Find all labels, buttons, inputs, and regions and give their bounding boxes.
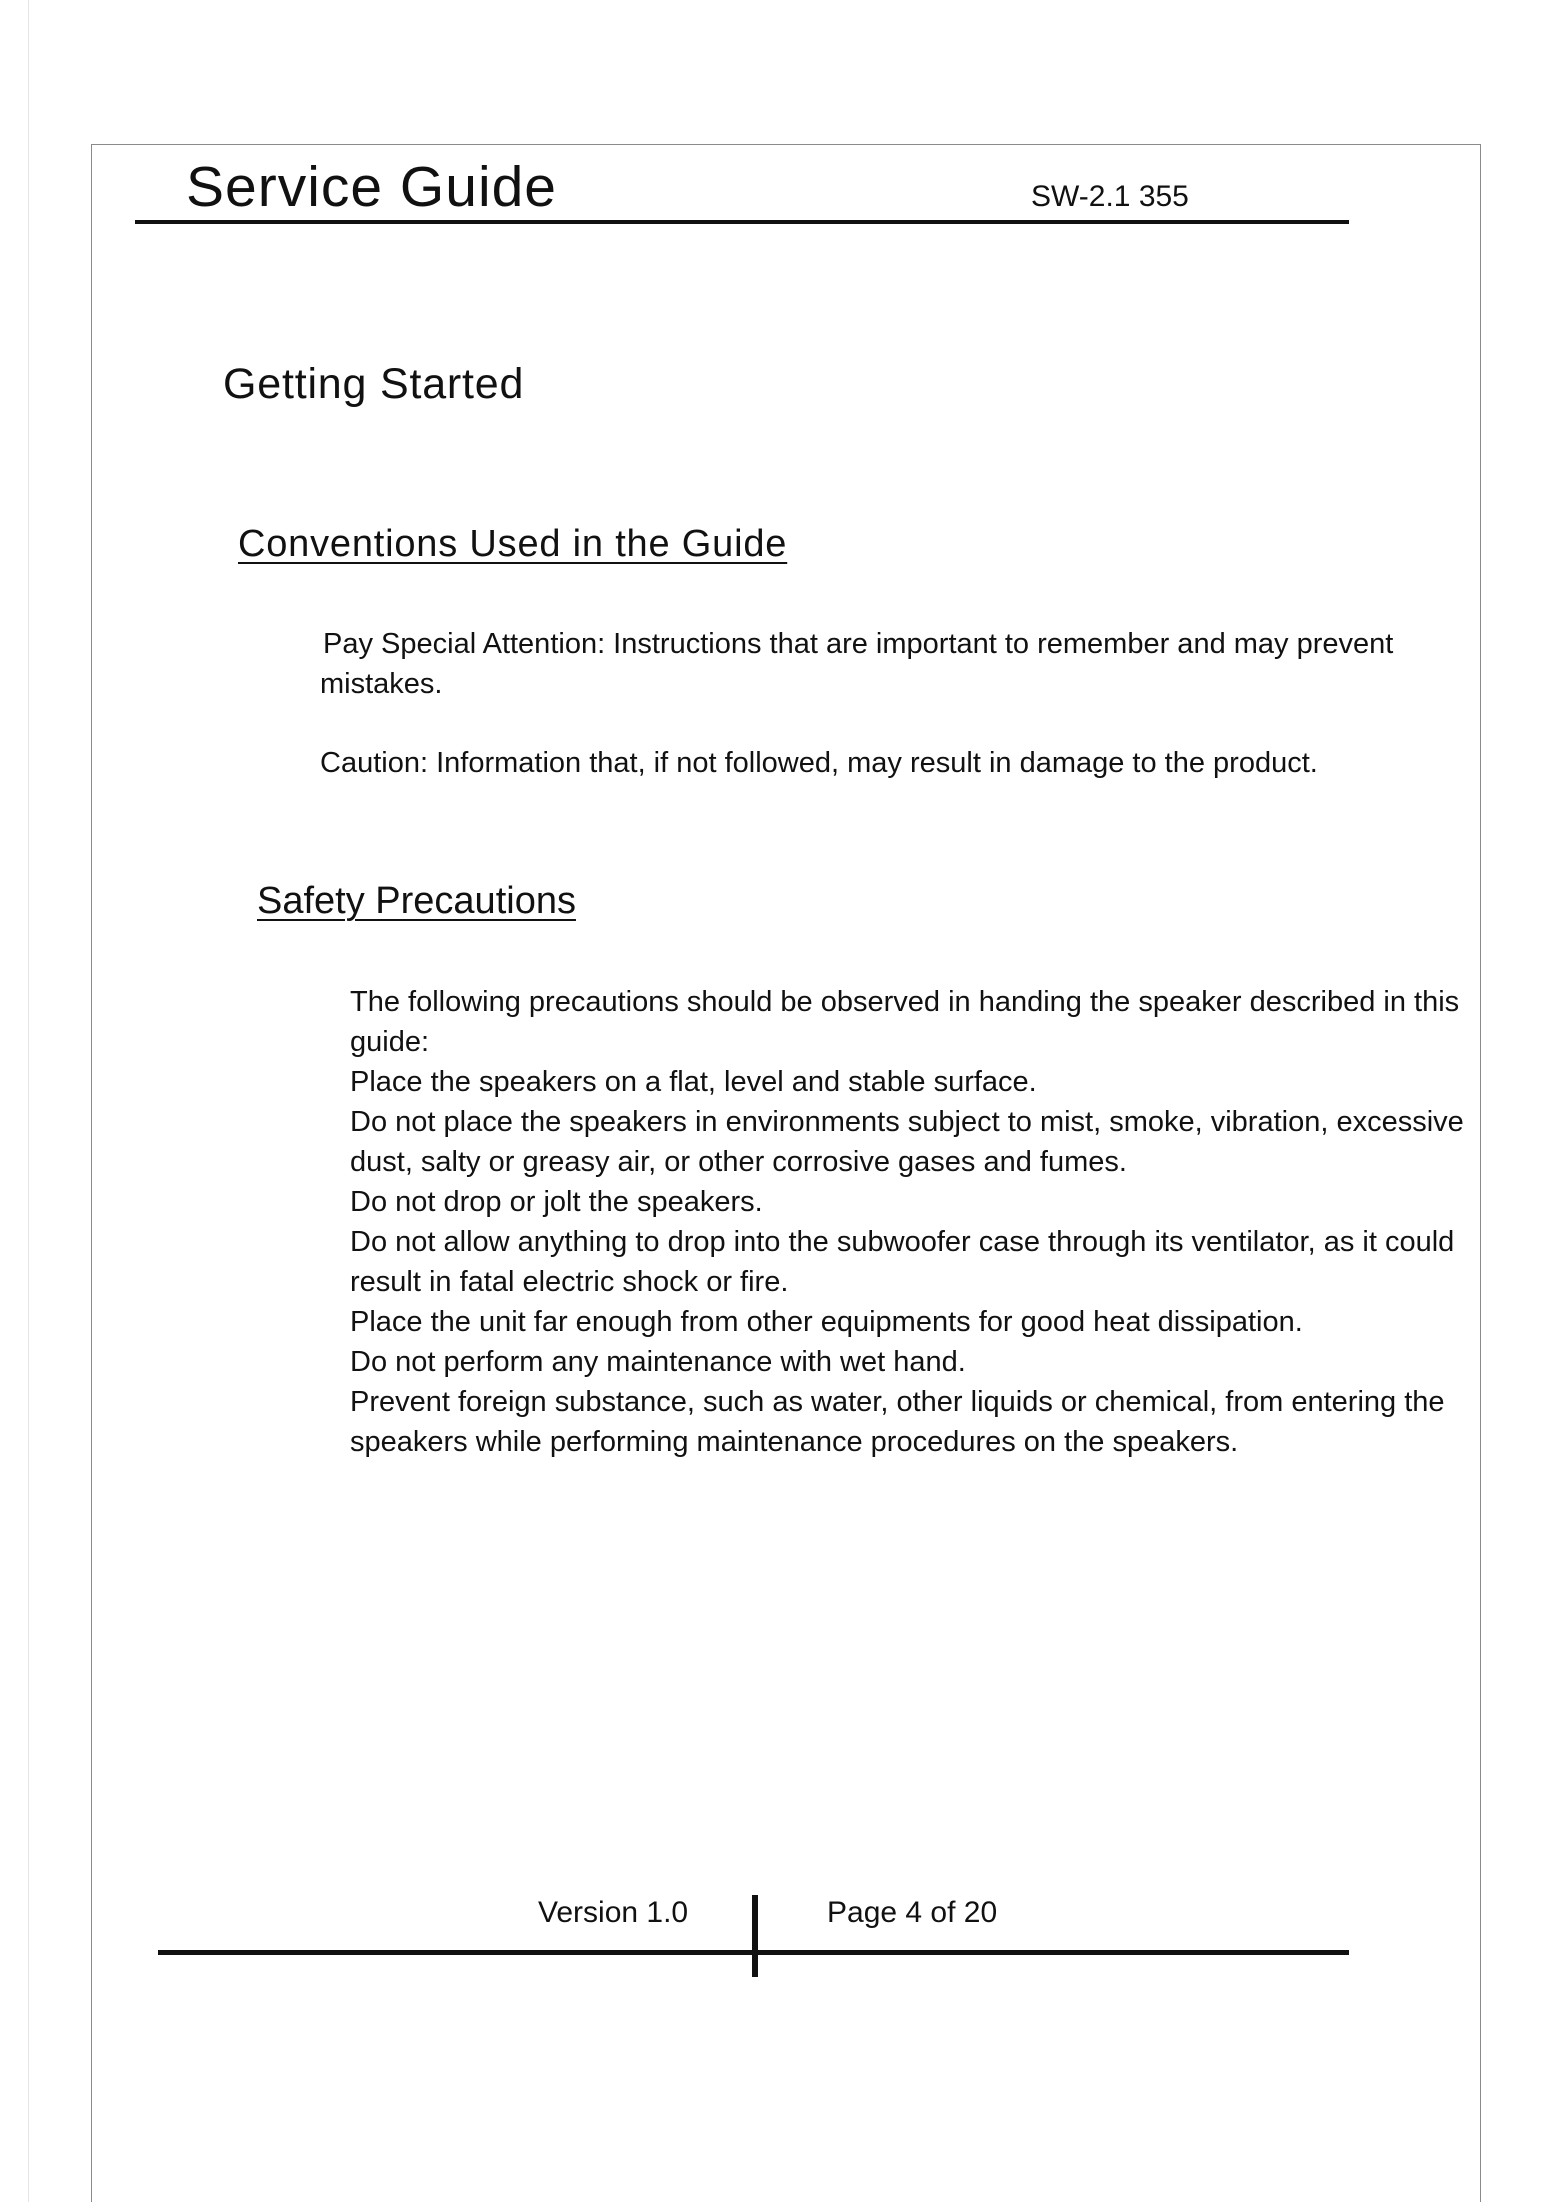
section-title: Getting Started <box>223 360 525 408</box>
model-number: SW-2.1 355 <box>1031 180 1189 213</box>
precaution-item: Prevent foreign substance, such as water, other liquids or chemical, from entering the speakers while performing maintenance procedures on the speakers. <box>350 1386 1445 1458</box>
footer-page-number: Page 4 of 20 <box>827 1896 998 1929</box>
header-rule <box>135 220 1349 224</box>
footer-rule <box>158 1950 1349 1955</box>
conventions-heading: Conventions Used in the Guide <box>238 523 788 565</box>
safety-heading: Safety Precautions <box>257 880 576 922</box>
precaution-item: Do not drop or jolt the speakers. <box>350 1186 763 1218</box>
precaution-item: Do not allow anything to drop into the subwoofer case through its ventilator, as it could result in fatal electric shock or fire. <box>350 1226 1455 1298</box>
caution-text: Caution: Information that, if not followed, may result in damage to the product. <box>320 747 1318 779</box>
precaution-item: Do not perform any maintenance with wet hand. <box>350 1346 966 1378</box>
document-title: Service Guide <box>186 155 558 219</box>
scan-edge-line <box>28 0 29 2202</box>
precaution-item: Place the unit far enough from other equipments for good heat dissipation. <box>350 1306 1303 1338</box>
precaution-intro: The following precautions should be observed in handing the speaker described in this guide: <box>350 986 1460 1058</box>
safety-precautions-list <box>350 982 1470 1462</box>
precaution-item: Do not place the speakers in environments subject to mist, smoke, vibration, excessive dust, salty or greasy air, or other corrosive gases and fumes. <box>350 1106 1464 1178</box>
footer-divider <box>752 1895 758 1977</box>
pay-attention-text: Pay Special Attention: Instructions that are important to remember and may prevent mistakes. <box>320 628 1394 700</box>
footer-version: Version 1.0 <box>538 1896 689 1929</box>
precaution-item: Place the speakers on a flat, level and stable surface. <box>350 1066 1037 1098</box>
